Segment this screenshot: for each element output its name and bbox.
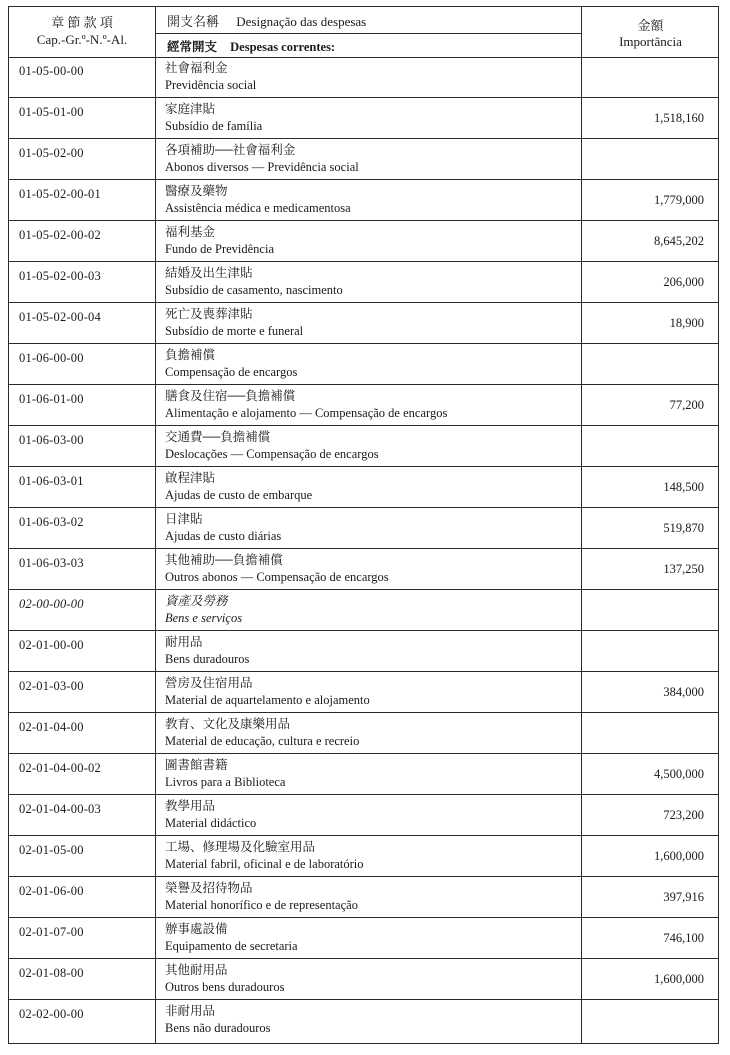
row-description-pt: Fundo de Previdência [165,242,275,256]
row-amount: 746,100 [663,931,704,945]
row-description [165,921,298,955]
row-amount: 18,900 [669,316,704,330]
table-row [9,795,718,836]
row-description [165,839,364,873]
row-description-zh: 各項補助──社會福利金 [165,143,296,157]
table-row [9,98,718,139]
table-body [9,57,718,1041]
row-code: 01-06-00-00 [19,351,84,365]
header-designation-pt: Designação das despesas [236,14,367,29]
table-row [9,303,718,344]
table-row [9,877,718,918]
row-code: 02-02-00-00 [19,1007,84,1021]
row-code: 02-01-04-00-03 [19,802,101,816]
row-code: 01-05-02-00-02 [19,228,101,242]
row-description-zh: 日津貼 [165,512,203,526]
row-description-pt: Material de aquartelamento e alojamento [165,693,370,707]
row-code: 01-05-02-00 [19,146,84,160]
row-code: 01-06-03-02 [19,515,84,529]
row-description-pt: Outros bens duradouros [165,980,285,994]
row-code: 02-01-05-00 [19,843,84,857]
row-description [165,224,274,258]
row-description-zh: 福利基金 [165,225,216,239]
row-description-zh: 膳食及住宿──負擔補償 [165,389,296,403]
row-description-pt: Assistência médica e medicamentosa [165,201,351,215]
row-description [165,593,242,627]
row-description-pt: Material didáctico [165,816,257,830]
row-description-pt: Subsídio de família [165,119,263,133]
header-divider [155,33,581,34]
row-description-zh: 結婚及出生津貼 [165,266,253,280]
row-description [165,183,351,217]
table-row [9,262,718,303]
table-row [9,713,718,754]
row-amount: 519,870 [663,521,704,535]
budget-table [8,6,719,1044]
row-description [165,101,262,135]
table-row [9,1000,718,1041]
row-description-pt: Abonos diversos — Previdência social [165,160,359,174]
header-code-pt: Cap.-Gr.º-N.º-Al. [36,32,128,47]
table-row [9,836,718,877]
row-description-pt: Bens e serviços [165,611,243,625]
table-row [9,549,718,590]
table-row [9,959,718,1000]
table-row [9,426,718,467]
row-description [165,962,284,996]
row-description-pt: Subsídio de morte e funeral [165,324,304,338]
table-row [9,344,718,385]
row-description [165,347,297,381]
table-header [9,7,718,58]
row-code: 01-05-00-00 [19,64,84,78]
row-description-pt: Equipamento de secretaria [165,939,298,953]
row-description-zh: 其他補助──負擔補償 [165,553,283,567]
row-code: 02-01-04-00 [19,720,84,734]
row-description-zh: 教育、文化及康樂用品 [165,717,291,731]
row-description-pt: Bens duradouros [165,652,250,666]
row-amount: 8,645,202 [654,234,704,248]
header-designation-zh: 開支名稱 [167,14,220,29]
row-description-zh: 教學用品 [165,799,216,813]
table-row [9,631,718,672]
row-description-pt: Livros para a Biblioteca [165,775,286,789]
row-description-zh: 營房及住宿用品 [165,676,253,690]
row-amount: 723,200 [663,808,704,822]
header-amount-zh: 金額 [637,18,664,33]
row-code: 01-06-01-00 [19,392,84,406]
header-amount-column [581,18,720,50]
row-description-zh: 工場、修理場及化驗室用品 [165,840,316,854]
row-amount: 148,500 [663,480,704,494]
row-description-pt: Ajudas de custo de embarque [165,488,313,502]
row-amount: 4,500,000 [654,767,704,781]
row-description-pt: Compensação de encargos [165,365,298,379]
row-code: 01-05-02-00-01 [19,187,101,201]
row-description [165,552,389,586]
row-amount: 1,600,000 [654,972,704,986]
row-description-zh: 死亡及喪葬津貼 [165,307,253,321]
row-amount: 1,779,000 [654,193,704,207]
row-description-pt: Alimentação e alojamento — Compensação de encargos [165,406,448,420]
table-row [9,385,718,426]
row-amount: 1,518,160 [654,111,704,125]
row-code: 02-01-08-00 [19,966,84,980]
row-description-zh: 社會福利金 [165,61,228,75]
row-description [165,60,256,94]
row-description-pt: Ajudas de custo diárias [165,529,282,543]
row-description-zh: 耐用品 [165,635,203,649]
row-description-zh: 交通費──負擔補償 [165,430,271,444]
row-description-zh: 負擔補償 [165,348,216,362]
table-row [9,754,718,795]
row-code: 01-06-03-00 [19,433,84,447]
row-amount: 397,916 [663,890,704,904]
row-code: 02-01-06-00 [19,884,84,898]
row-amount: 206,000 [663,275,704,289]
row-description [165,388,447,422]
row-code: 02-01-00-00 [19,638,84,652]
row-code: 02-01-04-00-02 [19,761,101,775]
row-code: 01-06-03-01 [19,474,84,488]
row-description [165,634,249,668]
row-amount: 384,000 [663,685,704,699]
table-row [9,590,718,631]
table-row [9,508,718,549]
header-code-zh: 章 節 款 項 [51,15,113,30]
row-description [165,265,343,299]
row-description [165,306,303,340]
row-description [165,511,281,545]
table-row [9,467,718,508]
row-description [165,675,370,709]
row-amount: 77,200 [669,398,704,412]
row-description-pt: Material honorífico e de representação [165,898,358,912]
row-description-zh: 圖書館書籍 [165,758,228,772]
row-description [165,429,379,463]
header-code-column [9,14,155,48]
header-current-expenses [167,37,335,55]
row-amount: 137,250 [663,562,704,576]
table-row [9,918,718,959]
row-description-zh: 辦事處設備 [165,922,228,936]
row-description-zh: 醫療及藥物 [165,184,228,198]
header-amount-pt: Importância [619,34,682,49]
row-description [165,142,359,176]
table-row [9,221,718,262]
row-code: 02-01-07-00 [19,925,84,939]
row-description-pt: Bens não duradouros [165,1021,271,1035]
row-code: 01-05-02-00-03 [19,269,101,283]
row-description [165,757,285,791]
row-description-zh: 榮譽及招待物品 [165,881,253,895]
row-description-zh: 家庭津貼 [165,102,216,116]
row-code: 01-05-01-00 [19,105,84,119]
table-row [9,180,718,221]
row-code: 01-05-02-00-04 [19,310,101,324]
row-description-pt: Deslocações — Compensação de encargos [165,447,379,461]
row-description-pt: Outros abonos — Compensação de encargos [165,570,389,584]
header-current-pt: Despesas correntes: [230,40,336,54]
row-description-pt: Material de educação, cultura e recreio [165,734,360,748]
row-description-zh: 其他耐用品 [165,963,228,977]
row-description [165,716,359,750]
row-description [165,880,358,914]
row-description [165,470,312,504]
row-code: 02-01-03-00 [19,679,84,693]
row-description [165,798,256,832]
row-description-zh: 資產及勞務 [165,594,228,608]
row-amount: 1,600,000 [654,849,704,863]
row-description [165,1003,271,1037]
row-description-pt: Material fabril, oficinal e de laboratório [165,857,364,871]
row-code: 02-00-00-00 [19,597,84,611]
table-row [9,139,718,180]
header-designation [167,11,366,30]
row-description-pt: Previdência social [165,78,257,92]
row-description-zh: 非耐用品 [165,1004,216,1018]
header-current-zh: 經常開支 [167,40,218,54]
row-description-zh: 啟程津貼 [165,471,216,485]
table-row [9,57,718,98]
row-description-pt: Subsídio de casamento, nascimento [165,283,343,297]
row-code: 01-06-03-03 [19,556,84,570]
table-row [9,672,718,713]
